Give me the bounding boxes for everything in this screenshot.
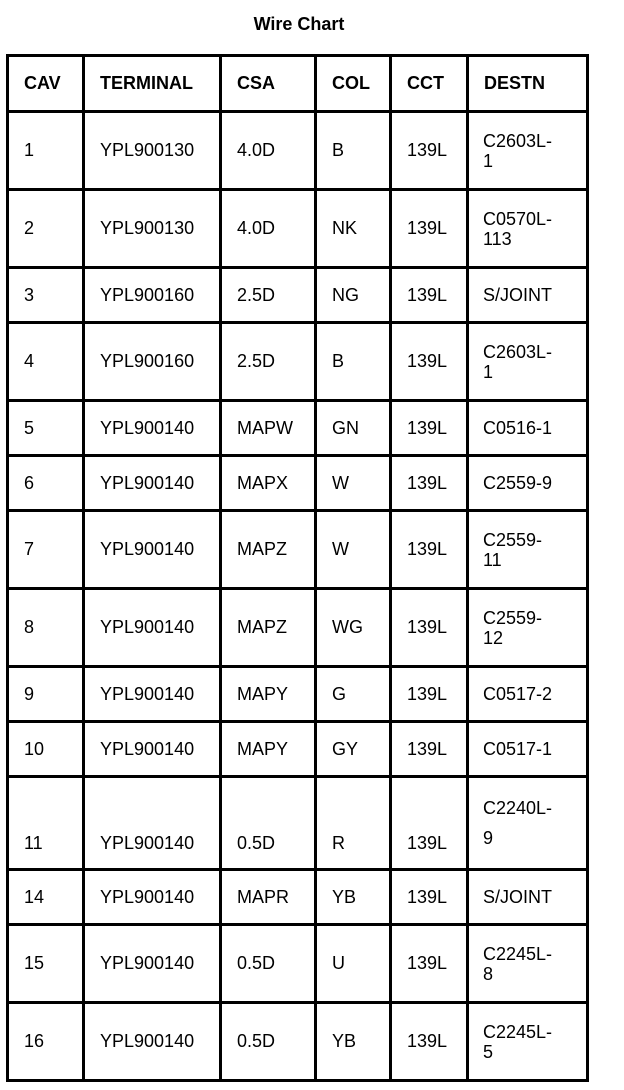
destn-cell: C2245L- 8 bbox=[468, 925, 588, 1003]
col-cell: YB bbox=[316, 1003, 391, 1081]
terminal-cell: YPL900140 bbox=[84, 401, 221, 456]
col-cell: W bbox=[316, 456, 391, 511]
destn-cell: C0517-2 bbox=[468, 667, 588, 722]
table-row bbox=[8, 323, 588, 401]
cav-cell: 11 bbox=[8, 777, 84, 870]
table-row bbox=[8, 112, 588, 190]
destn-cell: C2603L- 1 bbox=[468, 323, 588, 401]
terminal-cell: YPL900130 bbox=[84, 112, 221, 190]
destn-cell: C2559- 11 bbox=[468, 511, 588, 589]
terminal-cell: YPL900140 bbox=[84, 925, 221, 1003]
csa-cell: MAPZ bbox=[221, 511, 316, 589]
terminal-cell: YPL900140 bbox=[84, 667, 221, 722]
col-cell: R bbox=[316, 777, 391, 870]
cct-cell: 139L bbox=[391, 401, 468, 456]
col-cell: YB bbox=[316, 870, 391, 925]
col-cell: NK bbox=[316, 190, 391, 268]
csa-cell: 2.5D bbox=[221, 323, 316, 401]
header-csa: CSA bbox=[221, 56, 316, 112]
destn-cell: C2240L- 9 bbox=[468, 777, 588, 870]
csa-cell: MAPR bbox=[221, 870, 316, 925]
cct-cell: 139L bbox=[391, 190, 468, 268]
csa-cell: MAPY bbox=[221, 667, 316, 722]
csa-cell: 2.5D bbox=[221, 268, 316, 323]
terminal-cell: YPL900140 bbox=[84, 511, 221, 589]
table-row bbox=[8, 777, 588, 870]
cav-cell: 2 bbox=[8, 190, 84, 268]
table-row bbox=[8, 589, 588, 667]
destn-cell: C2559-9 bbox=[468, 456, 588, 511]
cav-cell: 6 bbox=[8, 456, 84, 511]
cav-cell: 14 bbox=[8, 870, 84, 925]
col-cell: B bbox=[316, 112, 391, 190]
col-cell: G bbox=[316, 667, 391, 722]
terminal-cell: YPL900140 bbox=[84, 777, 221, 870]
cav-cell: 7 bbox=[8, 511, 84, 589]
cct-cell: 139L bbox=[391, 268, 468, 323]
cav-cell: 16 bbox=[8, 1003, 84, 1081]
destn-cell: C2559- 12 bbox=[468, 589, 588, 667]
col-cell: NG bbox=[316, 268, 391, 323]
col-cell: GN bbox=[316, 401, 391, 456]
cct-cell: 139L bbox=[391, 456, 468, 511]
cct-cell: 139L bbox=[391, 323, 468, 401]
cav-cell: 5 bbox=[8, 401, 84, 456]
table-row bbox=[8, 870, 588, 925]
table-row bbox=[8, 511, 588, 589]
page-title: Wire Chart bbox=[253, 14, 345, 34]
col-cell: GY bbox=[316, 722, 391, 777]
table-row bbox=[8, 667, 588, 722]
table-row bbox=[8, 1003, 588, 1081]
destn-cell: C0516-1 bbox=[468, 401, 588, 456]
cav-cell: 9 bbox=[8, 667, 84, 722]
table-row bbox=[8, 190, 588, 268]
destn-cell: S/JOINT bbox=[468, 870, 588, 925]
terminal-cell: YPL900160 bbox=[84, 323, 221, 401]
cct-cell: 139L bbox=[391, 870, 468, 925]
cav-cell: 8 bbox=[8, 589, 84, 667]
col-cell: WG bbox=[316, 589, 391, 667]
cct-cell: 139L bbox=[391, 925, 468, 1003]
destn-cell: C2603L- 1 bbox=[468, 112, 588, 190]
header-row bbox=[8, 56, 588, 112]
cct-cell: 139L bbox=[391, 511, 468, 589]
cav-cell: 4 bbox=[8, 323, 84, 401]
table-row bbox=[8, 925, 588, 1003]
terminal-cell: YPL900140 bbox=[84, 589, 221, 667]
csa-cell: 0.5D bbox=[221, 1003, 316, 1081]
header-cav: CAV bbox=[8, 56, 84, 112]
col-cell: W bbox=[316, 511, 391, 589]
terminal-cell: YPL900140 bbox=[84, 456, 221, 511]
cct-cell: 139L bbox=[391, 777, 468, 870]
terminal-cell: YPL900140 bbox=[84, 722, 221, 777]
table-row bbox=[8, 456, 588, 511]
header-cct: CCT bbox=[391, 56, 468, 112]
destn-cell: S/JOINT bbox=[468, 268, 588, 323]
csa-cell: 4.0D bbox=[221, 112, 316, 190]
cct-cell: 139L bbox=[391, 667, 468, 722]
col-cell: B bbox=[316, 323, 391, 401]
csa-cell: MAPZ bbox=[221, 589, 316, 667]
cav-cell: 15 bbox=[8, 925, 84, 1003]
destn-cell: C0570L- 113 bbox=[468, 190, 588, 268]
csa-cell: MAPW bbox=[221, 401, 316, 456]
table-row bbox=[8, 401, 588, 456]
destn-cell: C2245L- 5 bbox=[468, 1003, 588, 1081]
cav-cell: 3 bbox=[8, 268, 84, 323]
cct-cell: 139L bbox=[391, 1003, 468, 1081]
terminal-cell: YPL900130 bbox=[84, 190, 221, 268]
header-terminal: TERMINAL bbox=[84, 56, 221, 112]
terminal-cell: YPL900160 bbox=[84, 268, 221, 323]
destn-cell: C0517-1 bbox=[468, 722, 588, 777]
csa-cell: 4.0D bbox=[221, 190, 316, 268]
cav-cell: 1 bbox=[8, 112, 84, 190]
cct-cell: 139L bbox=[391, 112, 468, 190]
wire-chart-table bbox=[6, 54, 589, 1082]
terminal-cell: YPL900140 bbox=[84, 870, 221, 925]
cct-cell: 139L bbox=[391, 722, 468, 777]
csa-cell: MAPY bbox=[221, 722, 316, 777]
csa-cell: MAPX bbox=[221, 456, 316, 511]
terminal-cell: YPL900140 bbox=[84, 1003, 221, 1081]
header-col: COL bbox=[316, 56, 391, 112]
csa-cell: 0.5D bbox=[221, 925, 316, 1003]
cav-cell: 10 bbox=[8, 722, 84, 777]
csa-cell: 0.5D bbox=[221, 777, 316, 870]
table-row bbox=[8, 722, 588, 777]
cct-cell: 139L bbox=[391, 589, 468, 667]
col-cell: U bbox=[316, 925, 391, 1003]
table-row bbox=[8, 268, 588, 323]
header-destn: DESTN bbox=[468, 56, 588, 112]
